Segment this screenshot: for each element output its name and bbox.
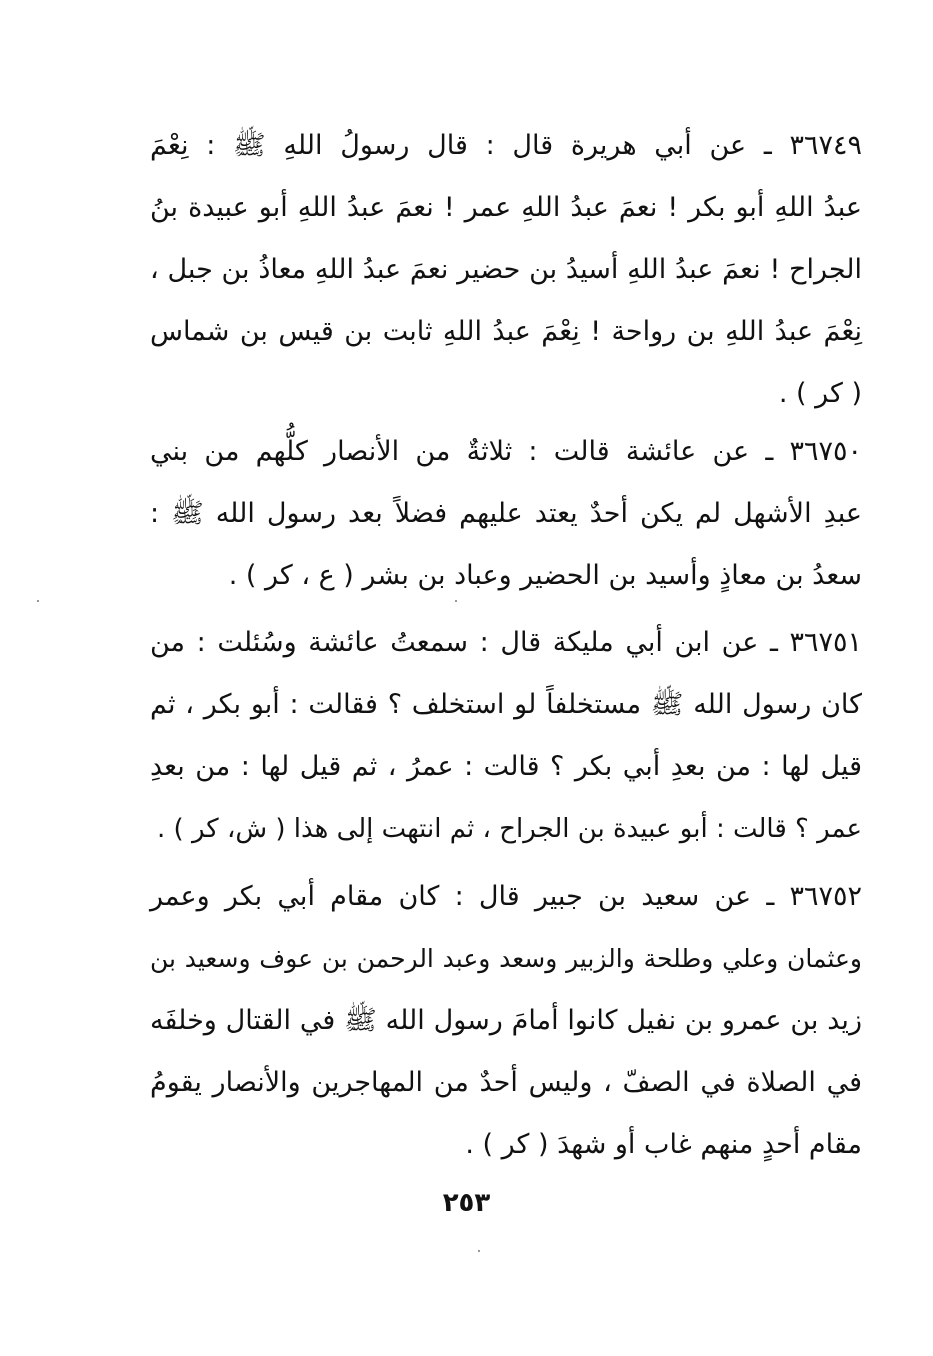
page-number: ٢٥٣ <box>442 1188 491 1218</box>
scan-speck <box>478 1250 480 1252</box>
text-line: زيد بن عمرو بن نفيل كانوا أمامَ رسول الله ﷺ في القتال وخلفَه <box>150 1005 862 1036</box>
text-line: عمر ؟ قالت : أبو عبيدة بن الجراح ، ثم انتهت إلى هذا ( ش، كر ) . <box>157 814 862 844</box>
scan-speck <box>37 600 39 602</box>
text-line: نِعْمَ عبدُ اللهِ بن رواحة ! نِعْمَ عبدُ اللهِ ثابت بن قيس بن شماس <box>150 316 862 347</box>
text-line: مقام أحدٍ منهم غاب أو شهدَ ( كر ) . <box>465 1129 862 1160</box>
text-line: وعثمان وعلي وطلحة والزبير وسعد وعبد الرحمن بن عوف وسعيد بن <box>150 944 862 973</box>
hadith-entry-36751 <box>150 612 862 860</box>
text-line: ٣٦٧٤٩ ـ عن أبي هريرة قال : قال رسولُ اللهِ ﷺ : نِعْمَ <box>150 130 862 161</box>
text-line: في الصلاة في الصفّ ، وليس أحدٌ من المهاجرين والأنصار يقومُ <box>150 1067 862 1098</box>
hadith-entry-36752 <box>150 866 862 1176</box>
text-line: عبدُ اللهِ أبو بكر ! نعمَ عبدُ اللهِ عمر ! نعمَ عبدُ اللهِ أبو عبيدة بنُ <box>150 192 862 223</box>
text-line: قيل لها : من بعدِ أبي بكر ؟ قالت : عمرُ ، ثم قيل لها : من بعدِ <box>150 751 862 782</box>
scan-speck <box>455 600 457 602</box>
hadith-entry-36750 <box>150 421 862 607</box>
text-line: الجراح ! نعمَ عبدُ اللهِ أسيدُ بن حضير نعمَ عبدُ اللهِ معاذُ بن جبل ، <box>150 254 862 285</box>
text-line: كان رسول الله ﷺ مستخلفاً لو استخلف ؟ فقالت : أبو بكر ، ثم <box>150 689 862 720</box>
text-line: سعدُ بن معاذٍ وأسيد بن الحضير وعباد بن بشر ( ع ، كر ) . <box>228 560 862 591</box>
text-line: ٣٦٧٥١ ـ عن ابن أبي مليكة قال : سمعتُ عائشة وسُئلت : من <box>150 627 862 658</box>
text-line: عبدِ الأشهل لم يكن أحدٌ يعتد عليهم فضلاً بعد رسول الله ﷺ : <box>150 498 862 529</box>
text-line: ( كر ) . <box>778 378 862 409</box>
text-line: ٣٦٧٥٢ ـ عن سعيد بن جبير قال : كان مقام أبي بكر وعمر <box>150 881 862 912</box>
hadith-entry-36749 <box>150 115 862 425</box>
text-line: ٣٦٧٥٠ ـ عن عائشة قالت : ثلاثةٌ من الأنصار كلُّهم من بني <box>150 436 862 467</box>
